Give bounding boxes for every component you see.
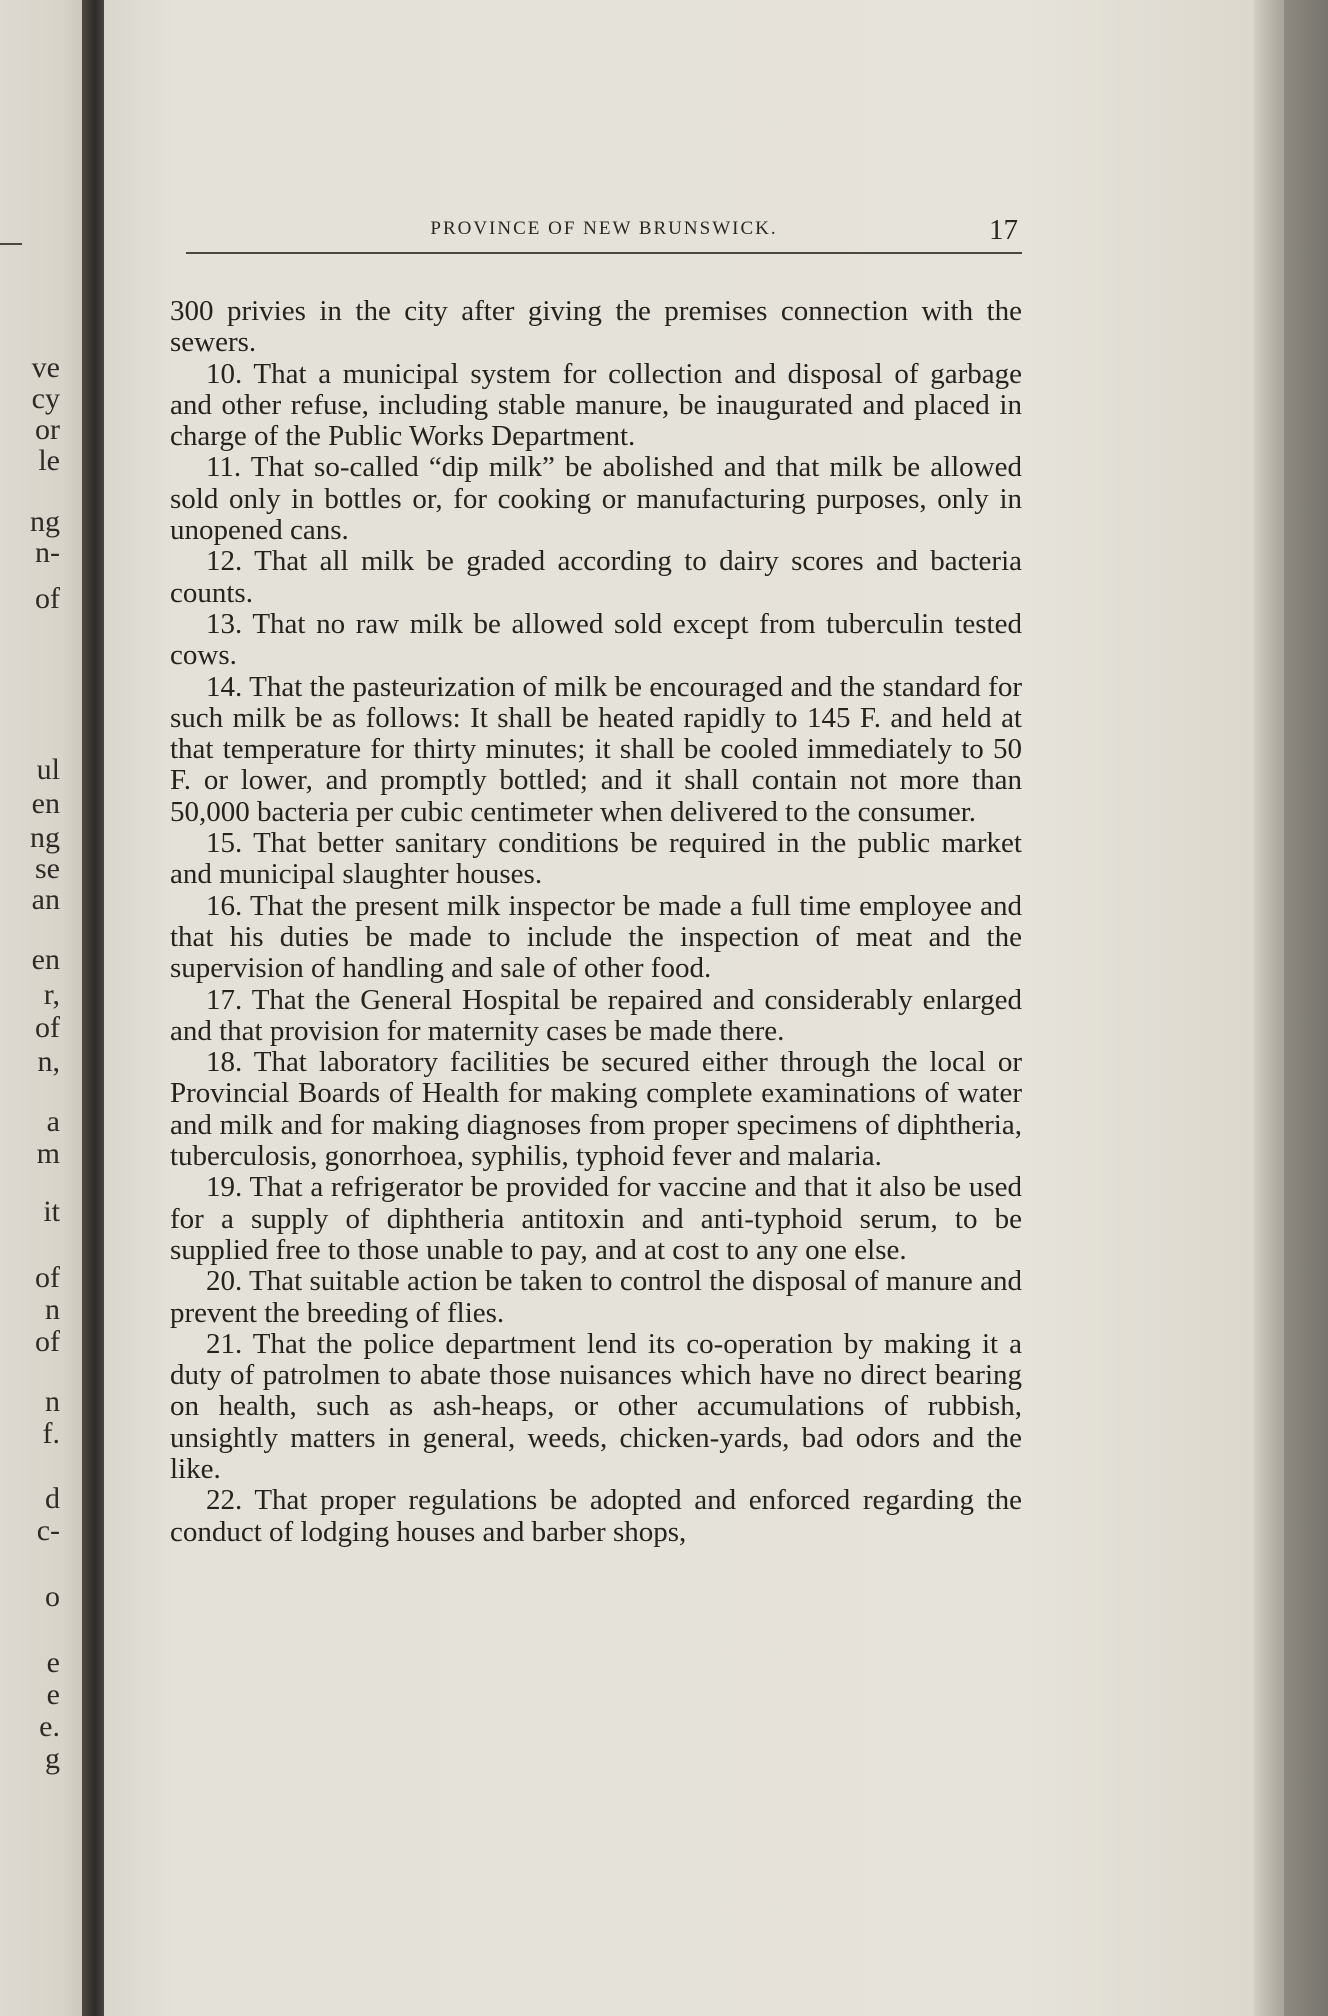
facing-page-rule bbox=[0, 243, 22, 245]
running-header bbox=[186, 214, 1022, 250]
recommendation-21: 21. That the police department lend its co-operation by making it a duty of patrolmen to abate those nuisances which have no direct bearing on health, such as ash-heaps, or other accumulations of rubbish, unsightly matters in general, weeds, chicken-yards, bad odors and the like. bbox=[170, 1327, 1022, 1485]
facing-page-fragment: e bbox=[46, 1678, 60, 1711]
running-title: PROVINCE OF NEW BRUNSWICK. bbox=[430, 218, 778, 239]
facing-page-fragment: g bbox=[45, 1742, 60, 1775]
recommendation-11: 11. That so-called “dip milk” be abolished and that milk be allowed sold only in bottles or, for cooking or manufacturing purposes, only in unopened cans. bbox=[170, 451, 1022, 547]
recommendation-16: 16. That the present milk inspector be made a full time employee and that his duties be made to include the inspection of meat and the supervision of handling and sale of other food. bbox=[170, 889, 1022, 985]
facing-page-fragment: f. bbox=[42, 1417, 60, 1450]
facing-page-fragment: of bbox=[35, 1261, 60, 1294]
recommendation-14: 14. That the pasteurization of milk be encouraged and the standard for such milk be as follows: It shall be heated rapidly to 145 F. and held at that temperature for thirty minutes; it shall be cooled immediately to 50 F. or lower, and promptly bottled; and it shall contain not more than 50,000 bacteria per cubic centimeter when delivered to the consumer. bbox=[170, 670, 1022, 828]
facing-page-fragment: a bbox=[46, 1105, 60, 1138]
paragraph-continuation: 300 privies in the city after giving the premises connection with the sewers. bbox=[170, 295, 1022, 359]
book-cover-edge bbox=[1284, 0, 1328, 2016]
recommendation-12: 12. That all milk be graded according to dairy scores and bacteria counts. bbox=[170, 545, 1022, 609]
facing-page-fragment: of bbox=[35, 1325, 60, 1358]
page-stack-edge bbox=[1254, 0, 1284, 2016]
facing-page-fragment: d bbox=[45, 1482, 60, 1515]
facing-page-fragment: m bbox=[36, 1137, 60, 1170]
facing-page-fragment: c- bbox=[36, 1514, 60, 1547]
facing-page-fragment: ul bbox=[36, 753, 60, 786]
facing-page-fragment: r, bbox=[43, 978, 60, 1011]
recommendation-18: 18. That laboratory facilities be secured either through the local or Provincial Boards of Health for making complete examinations of water and milk and for making diagnoses from proper specimens of diphtheria, tuberculosis, gonorrhoea, syphilis, typhoid fever and malaria. bbox=[170, 1046, 1022, 1173]
recommendation-15: 15. That better sanitary conditions be required in the public market and municipal slaughter houses. bbox=[170, 827, 1022, 891]
recommendation-13: 13. That no raw milk be allowed sold except from tuberculin tested cows. bbox=[170, 607, 1022, 672]
page-number: 17 bbox=[989, 214, 1018, 246]
facing-page-fragment: en bbox=[31, 787, 60, 820]
facing-page-fragment: e bbox=[46, 1646, 60, 1679]
recommendation-17: 17. That the General Hospital be repaired and considerably enlarged and that provision for maternity cases be made there. bbox=[170, 983, 1022, 1047]
facing-page-fragment: ng bbox=[30, 505, 60, 538]
facing-page-fragment: of bbox=[35, 1011, 60, 1044]
facing-page-fragment: an bbox=[31, 883, 60, 916]
facing-page-fragment: se bbox=[35, 852, 60, 885]
facing-page-fragment: en bbox=[31, 943, 60, 976]
book-gutter bbox=[82, 0, 106, 2016]
facing-page-fragment: of bbox=[35, 582, 60, 615]
facing-page-fragment: or bbox=[35, 413, 60, 446]
facing-page-fragment: n bbox=[45, 1385, 60, 1418]
facing-page-fragment: it bbox=[43, 1195, 60, 1228]
facing-page-fragment: cy bbox=[31, 382, 60, 415]
facing-page-fragment: n- bbox=[35, 536, 60, 569]
facing-page-fragment: le bbox=[38, 444, 60, 477]
recommendation-10: 10. That a municipal system for collection and disposal of garbage and other refuse, including stable manure, be inaugurated and placed in charge of the Public Works Department. bbox=[170, 357, 1022, 453]
header-rule bbox=[186, 252, 1022, 254]
recommendation-19: 19. That a refrigerator be provided for vaccine and that it also be used for a supply of diphtheria antitoxin and anti-typhoid serum, to be supplied free to those unable to pay, and at cost to any one else. bbox=[170, 1171, 1022, 1266]
recommendation-20: 20. That suitable action be taken to control the disposal of manure and prevent the breeding of flies. bbox=[170, 1265, 1022, 1329]
recommendation-22: 22. That proper regulations be adopted and enforced regarding the conduct of lodging houses and barber shops, bbox=[170, 1484, 1022, 1548]
facing-page-fragment: e. bbox=[39, 1710, 60, 1743]
facing-page-fragment: n, bbox=[37, 1045, 60, 1078]
facing-page-fragment: ve bbox=[31, 351, 60, 384]
facing-page-edge bbox=[0, 0, 88, 2016]
facing-page-fragment: ng bbox=[30, 821, 60, 854]
facing-page-fragment: o bbox=[45, 1580, 60, 1613]
body-text bbox=[170, 296, 1022, 1548]
facing-page-fragment: n bbox=[45, 1293, 60, 1326]
